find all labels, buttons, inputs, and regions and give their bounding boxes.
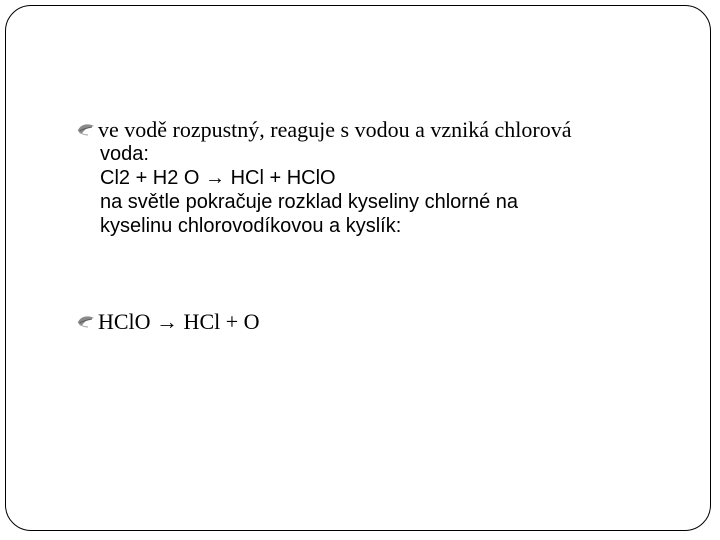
bullet-text-line: voda: [100, 143, 149, 165]
bullet-text-line: na světle pokračuje rozklad kyseliny chlorné na [100, 191, 518, 213]
bullet-text-line: kyselinu chlorovodíkovou a kyslík: [100, 215, 402, 237]
slide-frame [5, 5, 711, 531]
leaf-bullet-icon [76, 315, 96, 329]
leaf-bullet-icon [76, 123, 96, 137]
chemical-equation: HClO → HCl + O [98, 309, 260, 334]
bullet-item-decomposition-equation [80, 310, 680, 334]
bullet-text-line: ve vodě rozpustný, reaguje s vodou a vzniká chlorová [98, 117, 572, 142]
chemical-equation: Cl2 + H2 O → HCl + HClO [100, 167, 336, 189]
bullet-item-chlorine-water [80, 118, 680, 238]
